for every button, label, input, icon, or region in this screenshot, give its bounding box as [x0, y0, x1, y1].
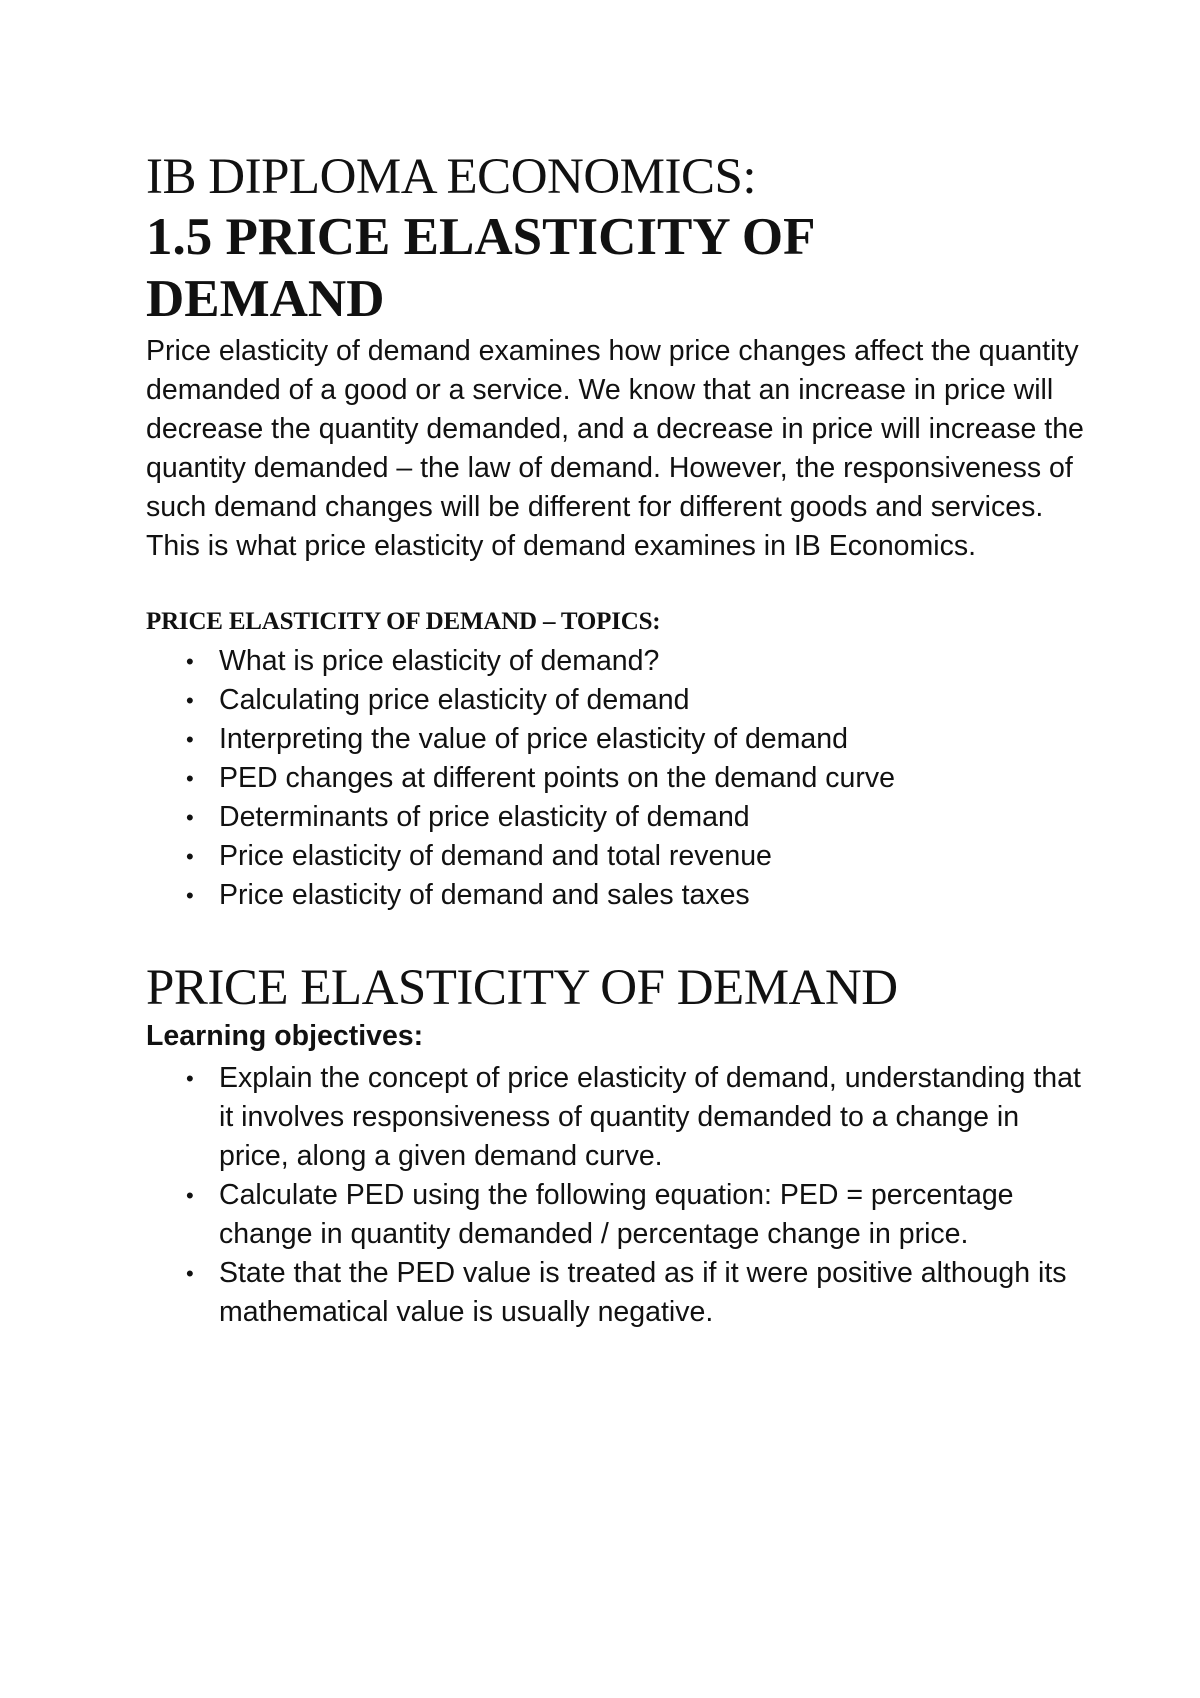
document-page: [146, 148, 1086, 1332]
document-title: IB DIPLOMA ECONOMICS:: [146, 149, 757, 205]
topic-text: Calculating price elasticity of demand: [219, 684, 690, 716]
topic-text: Determinants of price elasticity of demand: [219, 801, 750, 833]
bullet-icon: •: [186, 1261, 194, 1286]
objective-text: Calculate PED using the following equation: PED = percentage change in quantity demanded / percentage change in price.: [219, 1179, 1014, 1250]
list-item: [146, 1059, 1086, 1176]
topic-text: PED changes at different points on the demand curve: [219, 762, 895, 794]
objective-text: State that the PED value is treated as if it were positive although its mathematical value is usually negative.: [219, 1257, 1067, 1328]
learning-objectives-label: Learning objectives:: [146, 1020, 424, 1052]
bullet-icon: •: [186, 727, 194, 752]
list-item: [146, 798, 1086, 837]
topic-text: Price elasticity of demand and sales taxes: [219, 879, 750, 911]
list-item: [146, 642, 1086, 681]
bullet-icon: •: [186, 1066, 194, 1091]
intro-paragraph: Price elasticity of demand examines how price changes affect the quantity demanded of a good or a service. We know that an increase in price will decrease the quantity demanded, and a decrease in price will increase the quantity demanded – the law of demand. However, the responsiveness of such demand changes will be different for different goods and services. This is what price elasticity of demand examines in IB Economics.: [146, 335, 1084, 562]
list-item: [146, 837, 1086, 876]
objectives-list: [146, 1059, 1086, 1332]
document-subtitle: 1.5 PRICE ELASTICITY OF DEMAND: [146, 208, 814, 328]
bullet-icon: •: [186, 688, 194, 713]
section-title: PRICE ELASTICITY OF DEMAND: [146, 960, 898, 1016]
bullet-icon: •: [186, 805, 194, 830]
bullet-icon: •: [186, 844, 194, 869]
bullet-icon: •: [186, 883, 194, 908]
bullet-icon: •: [186, 766, 194, 791]
topic-text: Price elasticity of demand and total revenue: [219, 840, 772, 872]
list-item: [146, 1254, 1086, 1332]
topic-text: Interpreting the value of price elasticity of demand: [219, 723, 848, 755]
list-item: [146, 759, 1086, 798]
list-item: [146, 720, 1086, 759]
list-item: [146, 1176, 1086, 1254]
bullet-icon: •: [186, 649, 194, 674]
list-item: [146, 876, 1086, 915]
topics-heading: PRICE ELASTICITY OF DEMAND – TOPICS:: [146, 608, 661, 635]
topics-list: [146, 642, 1086, 915]
topic-text: What is price elasticity of demand?: [219, 645, 660, 677]
objective-text: Explain the concept of price elasticity of demand, understanding that it involves responsiveness of quantity demanded to a change in price, along a given demand curve.: [219, 1062, 1081, 1172]
list-item: [146, 681, 1086, 720]
bullet-icon: •: [186, 1183, 194, 1208]
